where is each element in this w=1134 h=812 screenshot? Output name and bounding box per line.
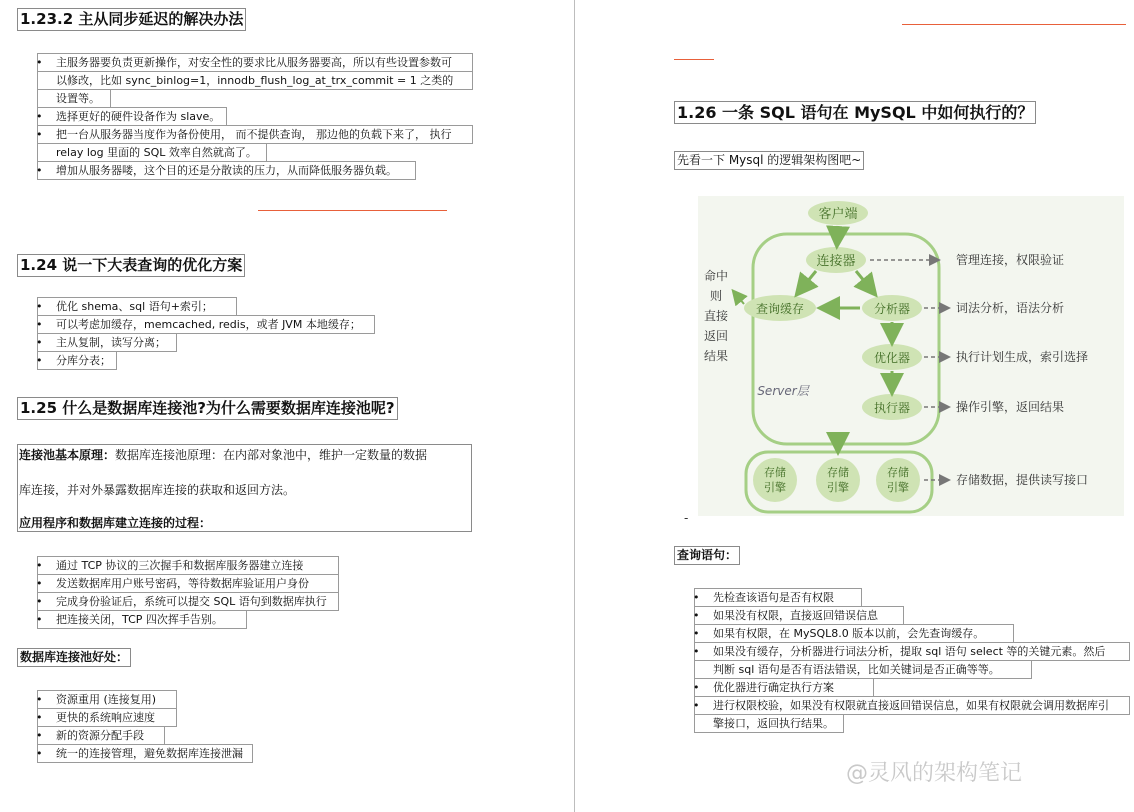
cache-label: 查询缓存: [755, 302, 805, 316]
list-item: • 优化器进行确定执行方案: [694, 678, 874, 697]
list-benefits: [37, 691, 253, 763]
heading-125: 1.25 什么是数据库连接池?为什么需要数据库连接池呢?: [17, 397, 398, 420]
list-item-continued: relay log 里面的 SQL 效率自然就高了。: [37, 143, 267, 162]
watermark: @灵风的架构笔记: [846, 761, 1023, 786]
list-item: • 如果有权限，在 MySQL8.0 版本以前，会先查询缓存。: [694, 624, 1014, 643]
diagram-svg: [698, 196, 1124, 516]
list-item: • 资源重用 (连接复用): [37, 690, 177, 709]
engine-label-bottom: 引擎: [887, 481, 909, 494]
hit-note: 则: [709, 289, 723, 303]
list-item: • 把一台从服务器当度作为备份使用， 而不提供查询， 那边他的负载下来了， 执行: [37, 125, 473, 144]
engine-node: [753, 458, 797, 502]
principle-line-1: [19, 446, 427, 464]
hit-note: 直接: [703, 309, 729, 323]
engine-label-bottom: 引擎: [764, 481, 786, 494]
list-process: [37, 557, 339, 629]
list-item-continued: 擎接口，返回执行结果。: [694, 714, 844, 733]
engine-label-top: 存储: [764, 466, 786, 479]
heading-126: 1.26 一条 SQL 语句在 MySQL 中如何执行的？: [674, 101, 1036, 124]
engine-node: [876, 458, 920, 502]
optimizer-label: 优化器: [873, 351, 911, 365]
list-item: • 先检查该语句是否有权限: [694, 588, 862, 607]
list-item-continued: 以修改，比如 sync_binlog=1，innodb_flush_log_at_trx_commit = 1 之类的: [37, 71, 473, 90]
list-item: • 主服务器要负责更新操作，对安全性的要求比从服务器要高，所以有些设置参数可: [37, 53, 473, 72]
list-item: • 通过 TCP 协议的三次握手和数据库服务器建立连接: [37, 556, 339, 575]
engine-node: [816, 458, 860, 502]
list-item: • 统一的连接管理，避免数据库连接泄漏: [37, 744, 253, 763]
diagram-intro: 先看一下 Mysql 的逻辑架构图吧~: [674, 151, 864, 170]
hit-note: 命中: [703, 269, 729, 283]
list-item: • 完成身份验证后，系统可以提交 SQL 语句到数据库执行: [37, 592, 339, 611]
list-item: • 进行权限校验，如果没有权限就直接返回错误信息，如果有权限就会调用数据库引: [694, 696, 1130, 715]
orange-rule: [258, 210, 447, 211]
list-item-continued: 设置等。: [37, 89, 111, 108]
connector-note: 管理连接，权限验证: [956, 253, 1065, 267]
list-item: • 如果没有权限，直接返回错误信息: [694, 606, 904, 625]
list-item: • 分库分表；: [37, 351, 117, 370]
mysql-architecture-diagram: [698, 196, 1124, 516]
list-item: • 选择更好的硬件设备作为 slave。: [37, 107, 227, 126]
list-item: • 如果没有缓存，分析器进行词法分析，提取 sql 语句 select 等的关键元素。然后: [694, 642, 1130, 661]
engine-label-top: 存储: [827, 466, 849, 479]
list-item: • 新的资源分配手段: [37, 726, 165, 745]
list-1232: [37, 54, 473, 180]
list-124: [37, 298, 375, 370]
principle-label: 连接池基本原理：: [19, 448, 116, 462]
server-layer-label: Server层: [757, 384, 809, 398]
benefits-label: 数据库连接池好处：: [17, 648, 131, 667]
client-label: 客户端: [818, 207, 858, 222]
executor-label: 执行器: [873, 401, 911, 415]
query-label: 查询语句：: [674, 546, 740, 565]
arrow-connector-cache: [798, 271, 816, 293]
optimizer-note: 执行计划生成，索引选择: [956, 350, 1089, 364]
heading-124: 1.24 说一下大表查询的优化方案: [17, 254, 245, 277]
hit-note: 结果: [703, 349, 729, 363]
process-label: 应用程序和数据库建立连接的过程：: [19, 516, 212, 530]
list-item: • 把连接关闭，TCP 四次挥手告别。: [37, 610, 247, 629]
orange-rule: [674, 59, 714, 60]
list-query: [694, 589, 1130, 733]
connector-label: 连接器: [816, 254, 856, 269]
list-item: • 可以考虑加缓存，memcached, redis，或者 JVM 本地缓存；: [37, 315, 375, 334]
engine-label-bottom: 引擎: [827, 481, 849, 494]
analyzer-note: 词法分析，语法分析: [956, 301, 1065, 315]
principle-line-2: 库连接，并对外暴露数据库连接的获取和返回方法。: [19, 483, 296, 497]
engine-note: 存储数据，提供读写接口: [956, 473, 1089, 487]
engine-label-top: 存储: [887, 466, 909, 479]
stray-dash: -: [684, 511, 689, 525]
list-item: • 优化 shema、sql 语句+索引；: [37, 297, 237, 316]
arrow-client-connector: [837, 226, 838, 244]
list-item: • 发送数据库用户账号密码，等待数据库验证用户身份: [37, 574, 339, 593]
list-item-continued: 判断 sql 语句是否有语法错误，比如关键词是否正确等等。: [694, 660, 1032, 679]
heading-1232: 1.23.2 主从同步延迟的解决办法: [17, 8, 246, 31]
list-item: • 增加从服务器喽，这个目的还是分散读的压力，从而降低服务器负载。: [37, 161, 416, 180]
arrow-connector-analyzer: [856, 271, 874, 293]
principle-text: 数据库连接池原理：在内部对象池中，维护一定数量的数据: [115, 448, 428, 462]
list-item: • 主从复制，读写分离；: [37, 333, 177, 352]
list-item: • 更快的系统响应速度: [37, 708, 177, 727]
arrow-cache-return: [734, 292, 744, 304]
page-divider: [574, 0, 575, 812]
orange-rule: [902, 24, 1126, 25]
hit-note: 返回: [703, 329, 729, 343]
executor-note: 操作引擎，返回结果: [956, 400, 1065, 414]
analyzer-label: 分析器: [873, 302, 911, 316]
